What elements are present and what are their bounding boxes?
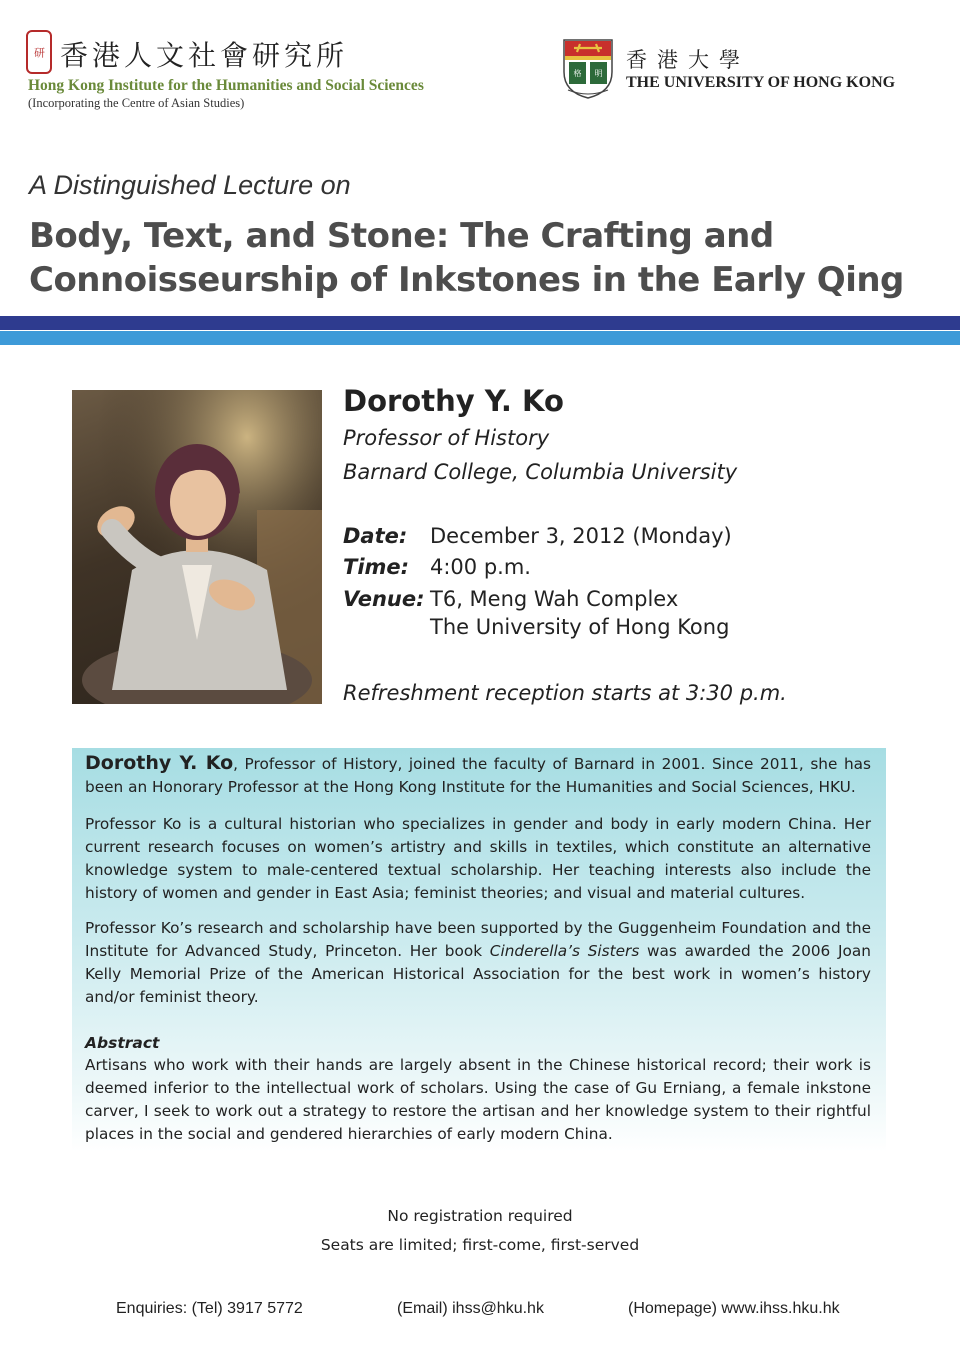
divider-band-light <box>0 331 960 345</box>
venue-line-2: The University of Hong Kong <box>430 615 730 639</box>
speaker-role: Professor of History <box>343 426 550 450</box>
bio-paragraph-2: Professor Ko is a cultural historian who specializes in gender and body in early modern China. Her current research focuses on women’s artistry and skills in textiles, which constitute an alternative knowledge system to male-centered textual scholarship. Her teaching interests also include the history of women and gender in East Asia; feminist theories; and visual and material cultures. <box>85 815 871 902</box>
refreshment-note: Refreshment reception starts at 3:30 p.m. <box>343 681 787 705</box>
seating-note: Seats are limited; first-come, first-served <box>320 1236 640 1254</box>
bio-paragraph-1 <box>85 752 871 799</box>
venue-line-1: T6, Meng Wah Complex <box>430 587 679 611</box>
lecture-title <box>29 214 929 302</box>
institute-name-chinese: 香港人文社會研究所 <box>60 39 349 72</box>
svg-text:明: 明 <box>594 69 603 78</box>
book-title: Cinderella’s Sisters <box>489 942 640 960</box>
abstract-heading: Abstract <box>85 1034 160 1052</box>
institute-subtitle: (Incorporating the Centre of Asian Studies) <box>28 96 245 110</box>
speaker-affiliation: Barnard College, Columbia University <box>343 460 738 484</box>
hkihss-seal-logo: 研 <box>26 30 52 74</box>
bio-paragraph-3-text-a: Professor Ko’s research and scholarship have been supported by the Guggenheim Foundation and the Institute for Advanced Study, Princeton. Her book <box>85 919 871 960</box>
time-value: 4:00 p.m. <box>430 555 531 579</box>
date-label: Date: <box>343 524 408 548</box>
date-value: December 3, 2012 (Monday) <box>430 524 732 548</box>
enquiries-tel: Enquiries: (Tel) 3917 5772 <box>116 1300 303 1317</box>
divider-band-dark <box>0 316 960 330</box>
abstract-text: Artisans who work with their hands are largely absent in the Chinese historical record; their work is deemed inferior to the intellectual work of scholars. Using the case of Gu Erniang, a female inkstone carver, I seek to work out a strategy to restore the artisan and her knowledge system to their rightful places in the social and gendered hierarchies of early modern China. <box>85 1056 871 1143</box>
bio-paragraph-3 <box>85 917 871 1009</box>
bio-name: Dorothy Y. Ko <box>85 752 234 774</box>
bio-paragraph-3-text-b: was awarded the 2006 Joan Kelly Memorial Prize of the American Historical Association for the best work in women’s history and/or feminist theory. <box>85 942 871 1006</box>
lecture-title-line-1: Body, Text, and Stone: The Crafting and <box>29 216 774 256</box>
time-label: Time: <box>343 555 410 579</box>
university-name-english: THE UNIVERSITY OF HONG KONG <box>626 74 896 91</box>
venue-label: Venue: <box>343 587 425 611</box>
speaker-photo <box>72 390 322 704</box>
hku-crest-logo <box>560 38 616 100</box>
enquiries-email: (Email) ihss@hku.hk <box>397 1300 544 1317</box>
registration-note: No registration required <box>387 1207 573 1225</box>
institute-name-english: Hong Kong Institute for the Humanities and Social Sciences <box>28 77 424 94</box>
svg-text:格: 格 <box>573 69 582 78</box>
lecture-title-line-2: Connoisseurship of Inkstones in the Early Qing <box>29 260 904 300</box>
lecture-intro: A Distinguished Lecture on <box>29 170 351 200</box>
bio-paragraph-1-text: , Professor of History, joined the faculty of Barnard in 2001. Since 2011, she has been an Honorary Professor at the Hong Kong Institute for the Humanities and Social Sciences, HKU. <box>85 755 871 796</box>
university-name-chinese: 香港大學 <box>626 48 750 72</box>
enquiries-homepage: (Homepage) www.ihss.hku.hk <box>628 1300 840 1317</box>
speaker-name: Dorothy Y. Ko <box>343 384 564 418</box>
